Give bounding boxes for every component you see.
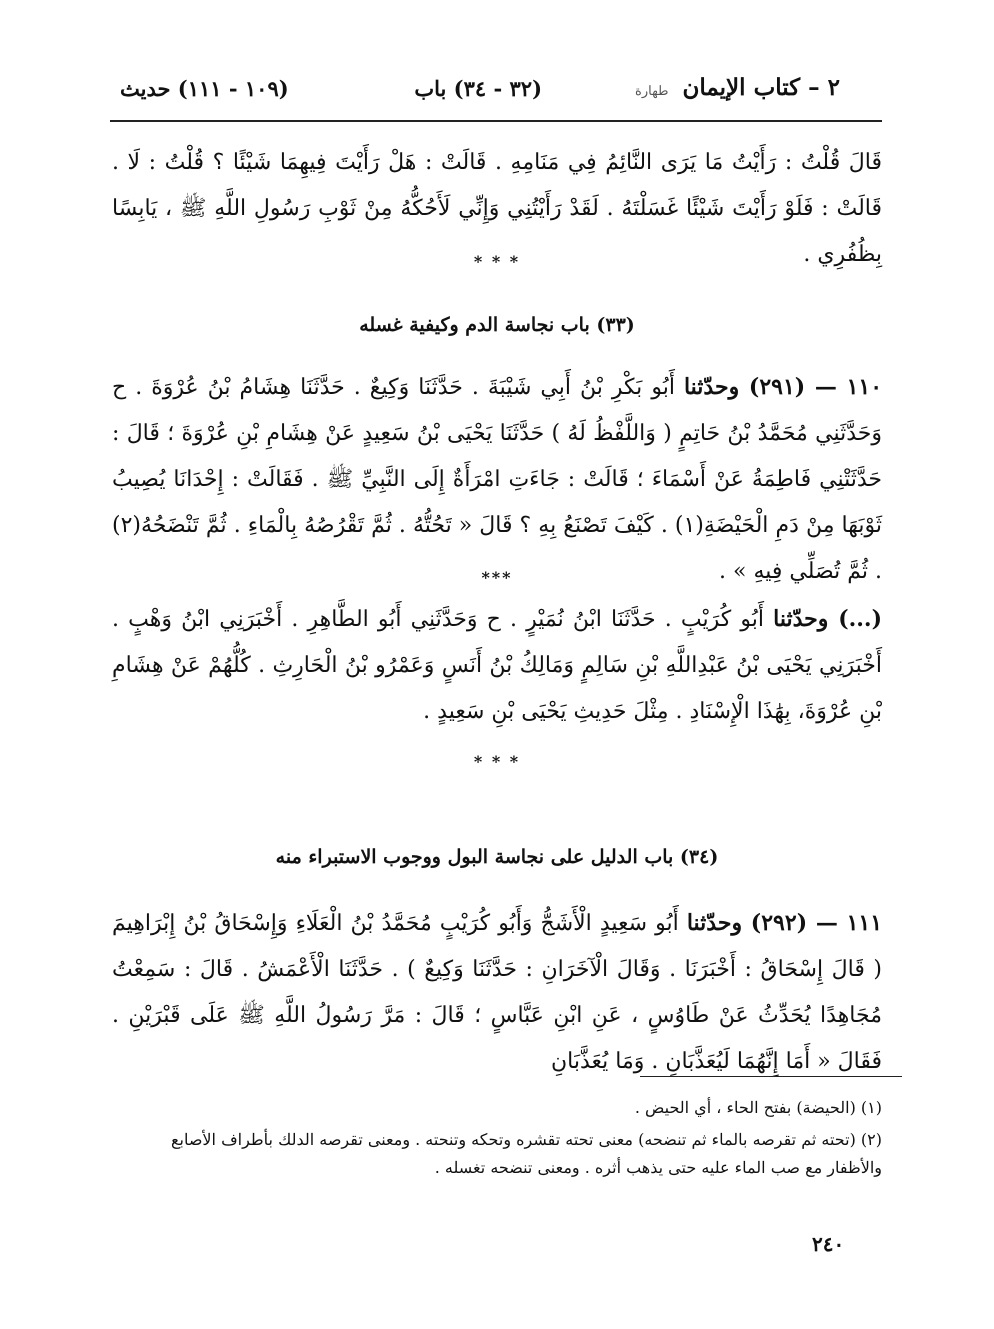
handwritten-note: طهارة (635, 84, 669, 99)
continuation-paragraph: قَالَ قُلْتُ : رَأَيْتُ مَا يَرَى النَّائِمُ فِي مَنَامِهِ . قَالَتْ : هَلْ رَأَيْتَ فِيهِمَا شَيْئًا ؟ قُلْتُ : لَا . قَالَتْ : فَلَوْ رَأَيْتَ شَيْئًا غَسَلْتَهُ . لَقَدْ رَأَيْتُنِي وَإِنِّي لَأَحُكُّهُ مِنْ ثَوْبِ رَسُولِ اللَّهِ ﷺ ، يَابِسًا بِظُفُرِي . (112, 150, 882, 267)
hadith-range: (١٠٩ - ١١١) حديث (120, 76, 289, 101)
header-rule (110, 120, 882, 122)
chapter-heading-33: (٣٣) باب نجاسة الدم وكيفية غسله (359, 314, 635, 336)
page-number: ٢٤٠ (812, 1232, 845, 1256)
variant-marker: (...) وحدّثنا (773, 606, 882, 632)
variant-text: أَبُو كُرَيْبٍ . حَدَّثَنَا ابْنُ نُمَيْرٍ . ح وَحَدَّثَنِي أَبُو الطَّاهِرِ . أَخْبَرَنِي ابْنُ وَهْبٍ . أَخْبَرَنِي يَحْيَى بْنُ عَبْدِاللَّهِ بْنِ سَالِمٍ وَمَالِكُ بْنُ أَنَسٍ وَعَمْرُو بْنُ الْحَارِثِ . كُلُّهُمْ عَنْ هِشَامِ بْنِ عُرْوَةَ، بِهَٰذَا الْإِسْنَادِ . مِثْلَ حَدِيثِ يَحْيَى بْنِ سَعِيدٍ . (112, 607, 882, 724)
running-header (110, 68, 840, 112)
book-title-text: ٢ – كتاب الإيمان (682, 74, 840, 101)
section-separator: * * * (473, 752, 521, 771)
hadith-111-text: أَبُو سَعِيدٍ الْأَشَجُّ وَأَبُو كُرَيْبٍ مُحَمَّدُ بْنُ الْعَلَاءِ وَإِسْحَاقُ بْنُ إِبْرَاهِيمَ ( قَالَ إِسْحَاقُ : أَخْبَرَنَا . وَقَالَ الْآخَرَانِ : حَدَّثَنَا وَكِيعٌ ) . حَدَّثَنَا الْأَعْمَشُ . قَالَ : سَمِعْتُ مُجَاهِدًا يُحَدِّثُ عَنْ طَاوُسٍ ، عَنِ ابْنِ عَبَّاسٍ ؛ قَالَ : مَرَّ رَسُولُ اللَّهِ ﷺ عَلَى قَبْرَيْنِ . فَقَالَ « أَمَا إِنَّهُمَا لَيُعَذَّبَانِ . وَمَا يُعَذَّبَانِ (112, 911, 883, 1074)
hadith-110 (112, 364, 882, 595)
chapter-heading-34: (٣٤) باب الدليل على نجاسة البول ووجوب الاستبراء منه (275, 846, 719, 868)
bab-range: (٣٢ - ٣٤) باب (414, 76, 542, 101)
hadith-111 (112, 900, 882, 1085)
footnote-2: (٢) (تحته ثم تقرصه بالماء ثم تنضحه) معنى تحته تقشره وتحكه وتنحته . ومعنى تقرصه الدلك بأطراف الأصابع والأظفار مع صب الماء عليه حتى يذهب أثره . ومعنى تنضحه تغسله . (170, 1130, 882, 1177)
hadith-110-variant (112, 596, 882, 735)
section-separator: *** (481, 568, 513, 587)
footnote-1: (١) (الحيضة) بفتح الحاء ، أي الحيض . (634, 1098, 882, 1117)
section-separator: * * * (473, 252, 521, 271)
hadith-110-text: أَبُو بَكْرِ بْنُ أَبِي شَيْبَةَ . حَدَّثَنَا وَكِيعٌ . حَدَّثَنَا هِشَامُ بْنُ عُرْوَةَ . ح وَحَدَّثَنِي مُحَمَّدُ بْنُ حَاتِمٍ ( وَاللَّفْظُ لَهُ ) حَدَّثَنَا يَحْيَى بْنُ سَعِيدٍ عَنْ هِشَامِ بْنِ عُرْوَةَ ؛ قَالَ : حَدَّثَتْنِي فَاطِمَةُ عَنْ أَسْمَاءَ ؛ قَالَتْ : جَاءَتِ امْرَأَةٌ إِلَى النَّبِيِّ ﷺ . فَقَالَتْ : إِحْدَانَا يُصِيبُ ثَوْبَهَا مِنْ دَمِ الْحَيْضَةِ(١) . كَيْفَ تَصْنَعُ بِهِ ؟ قَالَ « تَحُتُّهُ . ثُمَّ تَقْرُصُهُ بِالْمَاءِ . ثُمَّ تَنْضَحُهُ(٢) . ثُمَّ تُصَلِّي فِيهِ » . (112, 375, 882, 584)
footnote-rule (640, 1076, 902, 1077)
hadith-111-number: ١١١ — (٢٩٢) وحدّثنا (686, 910, 883, 936)
hadith-110-number: ١١٠ — (٢٩١) وحدّثنا (683, 374, 883, 400)
book-title (635, 74, 840, 101)
